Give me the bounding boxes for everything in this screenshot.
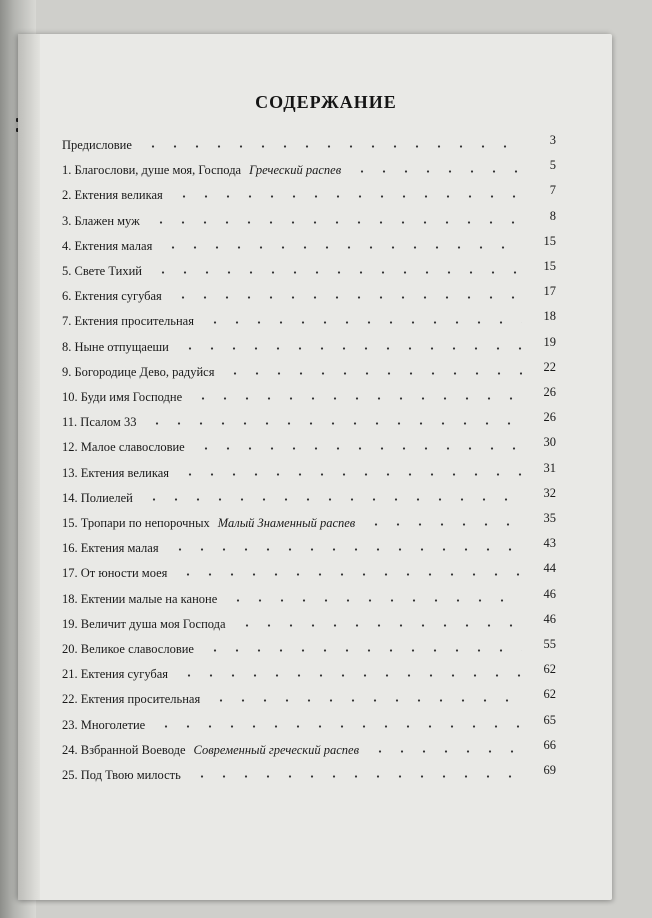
dot-leader	[173, 195, 522, 198]
dot-leader	[178, 674, 522, 677]
toc-page-number: 62	[543, 662, 556, 677]
dot-leader	[155, 725, 522, 728]
dot-leader	[152, 271, 522, 274]
toc-entry	[62, 208, 556, 233]
dot-leader	[210, 699, 522, 702]
dot-leader	[351, 170, 522, 173]
toc-title: СОДЕРЖАНИЕ	[255, 92, 397, 112]
toc-entry-label: Предисловие	[62, 138, 132, 152]
toc-entry-label: 4. Ектения малая	[62, 238, 153, 253]
toc-entry-label: 20. Великое славословие	[62, 642, 194, 656]
toc-entry-text	[62, 565, 171, 581]
dot-leader	[192, 397, 522, 400]
toc-entry-text	[62, 439, 189, 455]
toc-entry	[62, 183, 556, 207]
toc-entry-text	[62, 540, 163, 556]
dot-leader	[204, 649, 522, 652]
toc-entry-label: 16. Ектения малая	[62, 541, 159, 556]
toc-page-number: 46	[543, 611, 556, 626]
toc-entry-text	[62, 162, 345, 178]
toc-entry-text	[62, 742, 363, 758]
toc-entry-label: 5. Свете Тихий	[62, 264, 142, 278]
toc-page-number: 55	[543, 637, 556, 651]
toc-entry-label: 24. Взбранной Воеводе	[62, 742, 186, 757]
toc-entry-label: 10. Буди имя Господне	[62, 390, 183, 404]
dot-leader	[195, 447, 522, 450]
toc-page-number: 30	[543, 435, 556, 450]
dot-leader	[365, 523, 522, 526]
toc-entry-label: 9. Богородице Дево, радуйся	[62, 364, 215, 379]
dot-leader	[204, 321, 522, 324]
dot-leader	[227, 599, 522, 602]
toc-entry-text	[62, 490, 137, 506]
toc-page-number: 15	[543, 259, 556, 273]
dot-leader	[150, 221, 522, 224]
toc-entry-text	[62, 137, 136, 153]
toc-entry-label: 15. Тропари по непорочных	[62, 516, 210, 530]
dot-leader	[146, 422, 522, 425]
dot-leader	[179, 347, 522, 350]
toc-entry	[62, 460, 556, 485]
toc-entry	[62, 133, 556, 157]
toc-entry	[62, 712, 556, 737]
toc-entry-text	[62, 288, 166, 304]
toc-entry-label: 1. Благослови, душе моя, Господа	[62, 163, 242, 178]
toc-entry-text	[62, 666, 172, 682]
toc-page-number: 65	[543, 712, 556, 727]
toc-page-number: 43	[543, 536, 556, 551]
toc-page-number: 35	[543, 511, 556, 525]
toc-entry-text	[62, 717, 149, 733]
toc-entry-label: 22. Ектения просительная	[62, 692, 201, 707]
toc-entry-text	[62, 641, 198, 657]
dot-leader	[169, 548, 522, 551]
toc-entry-text	[62, 767, 185, 783]
toc-entry-label: 23. Многолетие	[62, 717, 146, 732]
toc-entry-label: 2. Ектения великая	[62, 188, 163, 203]
dot-leader	[191, 775, 522, 778]
toc-page-number: 7	[549, 183, 556, 198]
toc-entry-label: 18. Ектении малые на каноне	[62, 591, 218, 606]
toc-entry-label: 25. Под Твою милость	[62, 768, 181, 782]
toc-entry	[62, 359, 556, 384]
toc-entry-text	[62, 515, 359, 531]
toc-page-number: 69	[543, 763, 556, 777]
dot-leader	[172, 296, 522, 299]
toc-entry-label: 7. Ектения просительная	[62, 314, 194, 329]
toc-entry	[62, 611, 556, 636]
toc-entry-text	[62, 465, 173, 481]
dot-leader	[162, 246, 522, 249]
toc-page-number: 17	[543, 284, 556, 299]
toc-entry-label: 13. Ектения великая	[62, 465, 170, 480]
toc-page-number: 46	[543, 586, 556, 601]
toc-entry	[62, 737, 556, 762]
toc-entry-text	[62, 313, 198, 329]
toc-entry-label: 8. Ныне отпущаеши	[62, 339, 169, 354]
toc-page-number: 26	[543, 410, 556, 425]
toc-entry	[62, 334, 556, 359]
toc-entry-text	[62, 263, 146, 279]
toc-entry-chant: Современный греческий распев	[193, 742, 360, 757]
toc-page-number: 31	[543, 460, 556, 475]
toc-page-number: 8	[549, 208, 556, 223]
toc-page-number: 26	[543, 385, 556, 399]
toc-entry-label: 11. Псалом 33	[62, 415, 137, 430]
toc-page-number: 18	[543, 309, 556, 324]
toc-entry-text	[62, 414, 140, 430]
toc-page-number: 66	[543, 737, 556, 752]
dot-leader	[143, 498, 522, 501]
toc-entry	[62, 158, 556, 182]
toc-entry-label: 21. Ектения сугубая	[62, 667, 169, 682]
dot-leader	[224, 372, 522, 375]
toc-entry	[62, 637, 556, 661]
toc-page-number: 19	[543, 334, 556, 349]
toc-entry-text	[62, 339, 173, 355]
toc-page-number: 3	[549, 133, 556, 147]
toc-entry-chant: Малый Знаменный распев	[217, 516, 356, 530]
toc-entry	[62, 309, 556, 333]
toc-entry	[62, 284, 556, 308]
toc-entry	[62, 435, 556, 459]
toc-entry	[62, 561, 556, 585]
toc-entry-label: 19. Величит душа моя Господа	[62, 616, 226, 631]
dot-leader	[236, 624, 522, 627]
toc-page-number: 62	[543, 687, 556, 702]
toc-entry-text	[62, 691, 204, 707]
toc-page-number: 22	[543, 359, 556, 374]
toc-page-number: 5	[549, 158, 556, 173]
toc-entry	[62, 485, 556, 510]
toc-entry	[62, 259, 556, 283]
toc-page-number: 15	[543, 233, 556, 248]
toc-entry-label: 14. Полиелей	[62, 490, 133, 505]
dot-leader	[142, 145, 522, 148]
toc-entry-text	[62, 238, 156, 254]
dot-leader	[179, 473, 522, 476]
toc-entry-label: 3. Блажен муж	[62, 213, 140, 228]
toc-entry	[62, 586, 556, 611]
toc-entry	[62, 511, 556, 535]
toc-page-number: 44	[543, 561, 556, 576]
toc-entry-label: 17. От юности моея	[62, 566, 168, 581]
toc-entry-text	[62, 616, 230, 632]
toc-entry-text	[62, 213, 144, 229]
toc-entry	[62, 536, 556, 560]
toc-entry	[62, 763, 556, 787]
toc-entry	[62, 687, 556, 711]
toc-entry-label: 12. Малое славословие	[62, 440, 185, 455]
toc-entry-label: 6. Ектения сугубая	[62, 289, 162, 304]
toc-entry-text	[62, 389, 186, 405]
dot-leader	[177, 573, 522, 576]
toc-entry	[62, 662, 556, 686]
dot-leader	[369, 750, 522, 753]
toc-entry	[62, 410, 556, 434]
toc-page-number: 32	[543, 485, 556, 500]
toc-entry	[62, 385, 556, 409]
toc-entry-text	[62, 591, 221, 607]
toc-entry-text	[62, 187, 167, 203]
toc-entry-chant: Греческий распев	[249, 163, 342, 178]
toc-entry	[62, 233, 556, 258]
toc-entry-text	[62, 364, 218, 380]
